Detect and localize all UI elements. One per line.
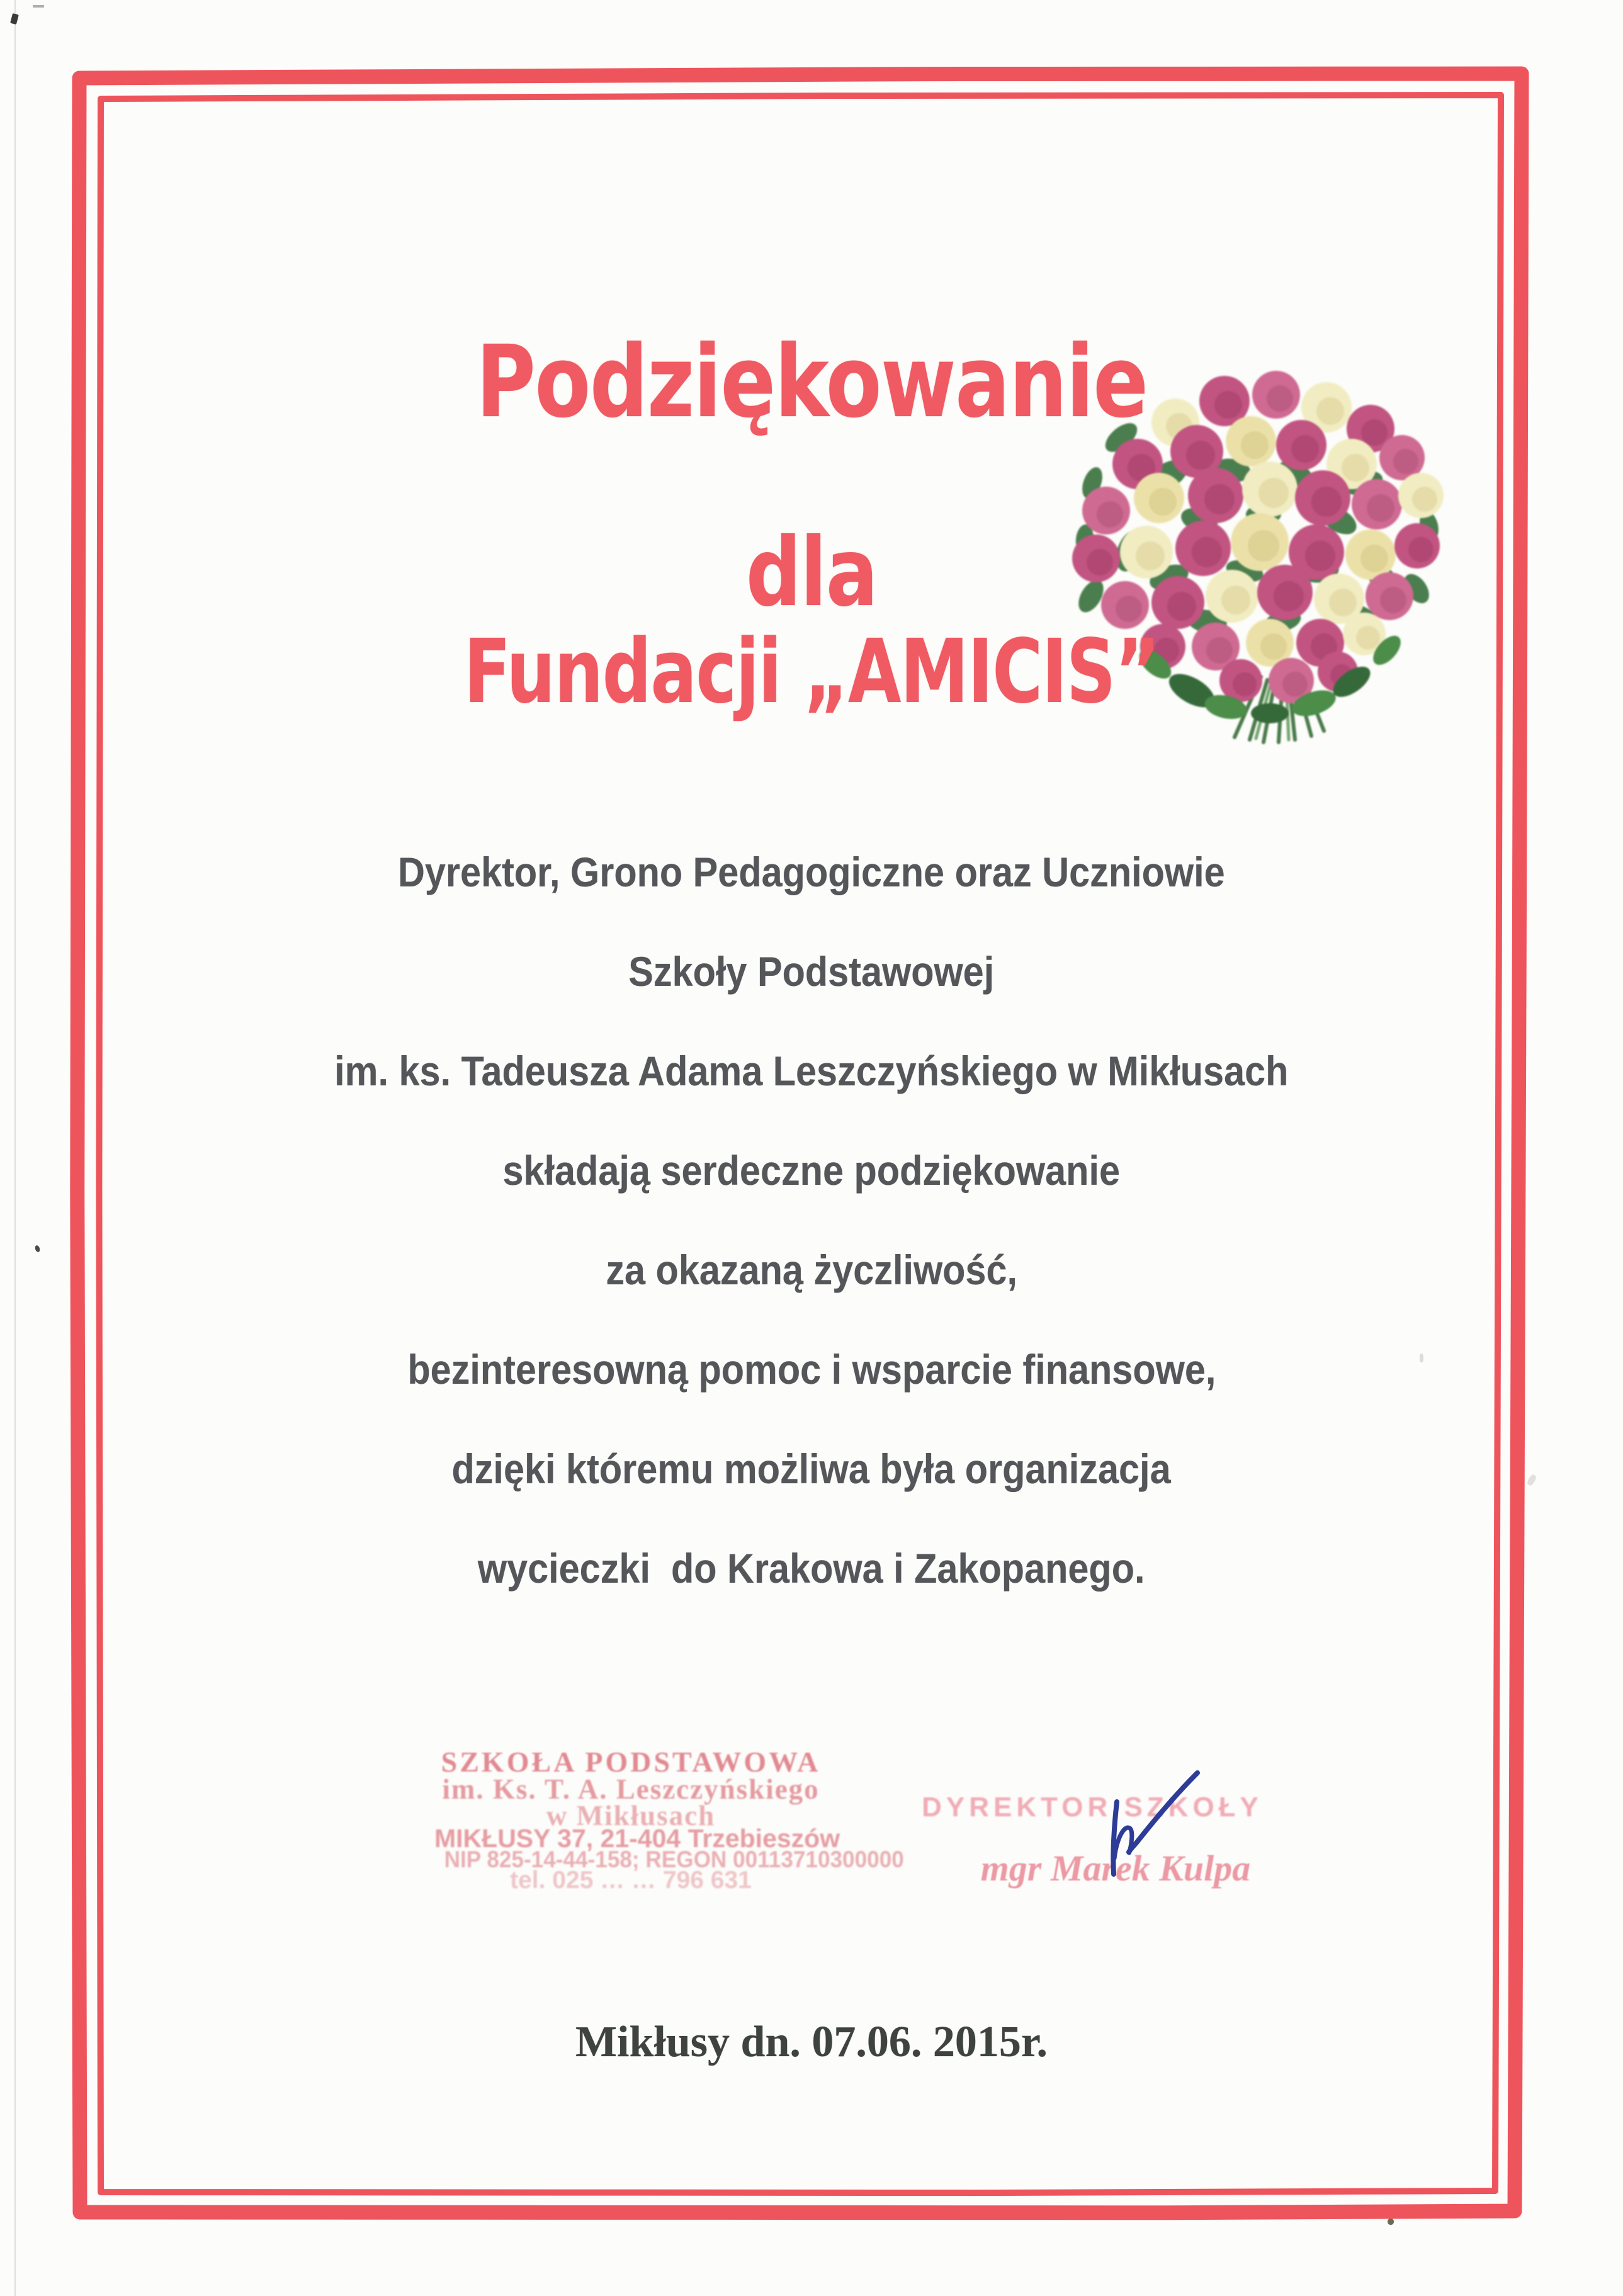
body-line: [0, 1539, 1623, 1597]
body-line: [0, 843, 1623, 901]
stamp-line: w Mikłusach: [546, 1800, 716, 1831]
stamp-line: tel. 025 … … 796 631: [510, 1867, 752, 1894]
body-line-text: wycieczki do Krakowa i Zakopanego.: [478, 1545, 1145, 1592]
certificate-subtitle: [0, 518, 1623, 628]
school-stamp: [434, 1740, 904, 1897]
director-role-stamp: DYREKTOR SZKOŁY: [922, 1792, 1263, 1823]
body-line: [0, 1440, 1623, 1498]
certificate-title-text: Podziękowanie: [475, 324, 1148, 440]
body-line: [0, 1042, 1623, 1100]
body-line: [0, 942, 1623, 1000]
body-line: [0, 1340, 1623, 1398]
body-line-text: Szkoły Podstawowej: [628, 948, 995, 995]
pen-signature: [1032, 1756, 1247, 1920]
stamp-line: SZKOŁA PODSTAWOWA: [441, 1746, 821, 1778]
director-name-stamp: mgr Marek Kulpa: [980, 1848, 1251, 1889]
certificate-recipient-text: Fundacji „AMICIS”: [463, 621, 1160, 723]
stamp-line: NIP 825-14-44-158; REGON 00113710300000: [444, 1846, 904, 1872]
body-line-text: składają serdeczne podziękowanie: [502, 1147, 1121, 1194]
body-line-text: bezinteresowną pomoc i wsparcie finansowe,: [407, 1346, 1216, 1393]
body-line: [0, 1241, 1623, 1299]
date-line: [0, 2017, 1623, 2067]
body-line-text: za okazaną życzliwość,: [606, 1247, 1017, 1293]
stamp-line: im. Ks. T. A. Leszczyńskiego: [442, 1773, 820, 1805]
certificate-subtitle-text: dla: [745, 518, 878, 628]
date-line-text: Mikłusy dn. 07.06. 2015r.: [575, 2018, 1048, 2066]
body-line-text: im. ks. Tadeusza Adama Leszczyńskiego w Mikłusach: [334, 1048, 1289, 1094]
body-line: [0, 1141, 1623, 1199]
stamp-line: MIKŁUSY 37, 21-404 Trzebieszów: [434, 1824, 840, 1853]
body-line-text: Dyrektor, Grono Pedagogiczne oraz Uczniowie: [398, 849, 1225, 895]
body-line-text: dzięki któremu możliwa była organizacja: [451, 1445, 1172, 1492]
certificate-title: [0, 324, 1623, 440]
certificate-recipient: [0, 621, 1623, 723]
